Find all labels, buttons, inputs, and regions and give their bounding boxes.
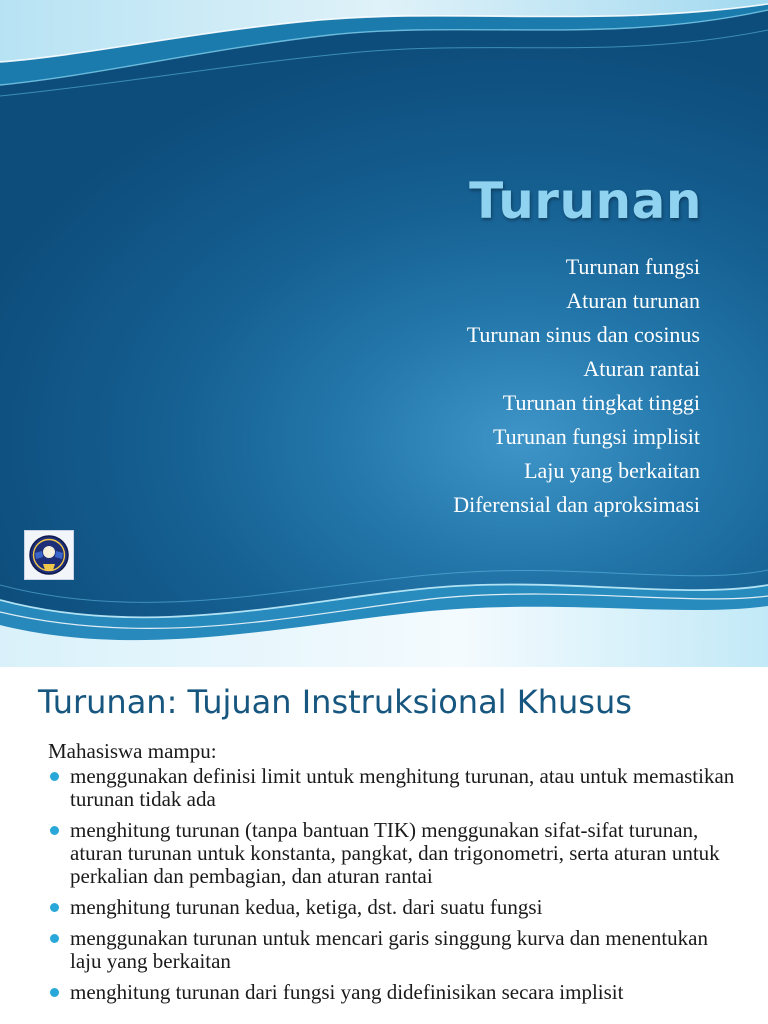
slide-title: Turunan [469, 172, 702, 230]
objectives-slide [0, 667, 768, 1024]
bullet-icon [50, 772, 59, 781]
topic-item: Turunan tingkat tinggi [502, 390, 700, 415]
list-item [48, 927, 738, 973]
university-seal-icon [24, 530, 74, 580]
topic-item: Laju yang berkaitan [524, 458, 700, 483]
bullet-icon [50, 903, 59, 912]
topic-item: Diferensial dan aproksimasi [453, 492, 700, 517]
list-item [48, 765, 738, 811]
objective-text: menghitung turunan (tanpa bantuan TIK) menggunakan sifat-sifat turunan, aturan turunan untuk konstanta, pangkat, dan trigonometri, serta aturan untuk perkalian dan pembagian, dan aturan rantai [70, 818, 720, 888]
objective-text: menggunakan definisi limit untuk menghitung turunan, atau untuk memastikan turunan tidak ada [70, 764, 735, 811]
bullet-icon [50, 826, 59, 835]
list-item [48, 896, 738, 919]
objective-list [48, 765, 738, 1012]
objective-text: menghitung turunan kedua, ketiga, dst. dari suatu fungsi [70, 895, 543, 919]
topic-item: Aturan turunan [566, 288, 700, 313]
intro-text: Mahasiswa mampu: [48, 739, 217, 763]
bullet-icon [50, 988, 59, 997]
topic-item: Turunan fungsi implisit [493, 424, 700, 449]
topic-list [453, 250, 700, 522]
slide-title: Turunan: Tujuan Instruksional Khusus [38, 683, 632, 721]
objective-text: menghitung turunan dari fungsi yang didefinisikan secara implisit [70, 980, 624, 1004]
topic-item: Aturan rantai [583, 356, 700, 381]
list-item [48, 819, 738, 888]
objective-text: menggunakan turunan untuk mencari garis singgung kurva dan menentukan laju yang berkaitan [70, 926, 708, 973]
bullet-icon [50, 934, 59, 943]
topic-item: Turunan sinus dan cosinus [466, 322, 700, 347]
topic-item: Turunan fungsi [565, 254, 700, 279]
list-item [48, 981, 738, 1004]
